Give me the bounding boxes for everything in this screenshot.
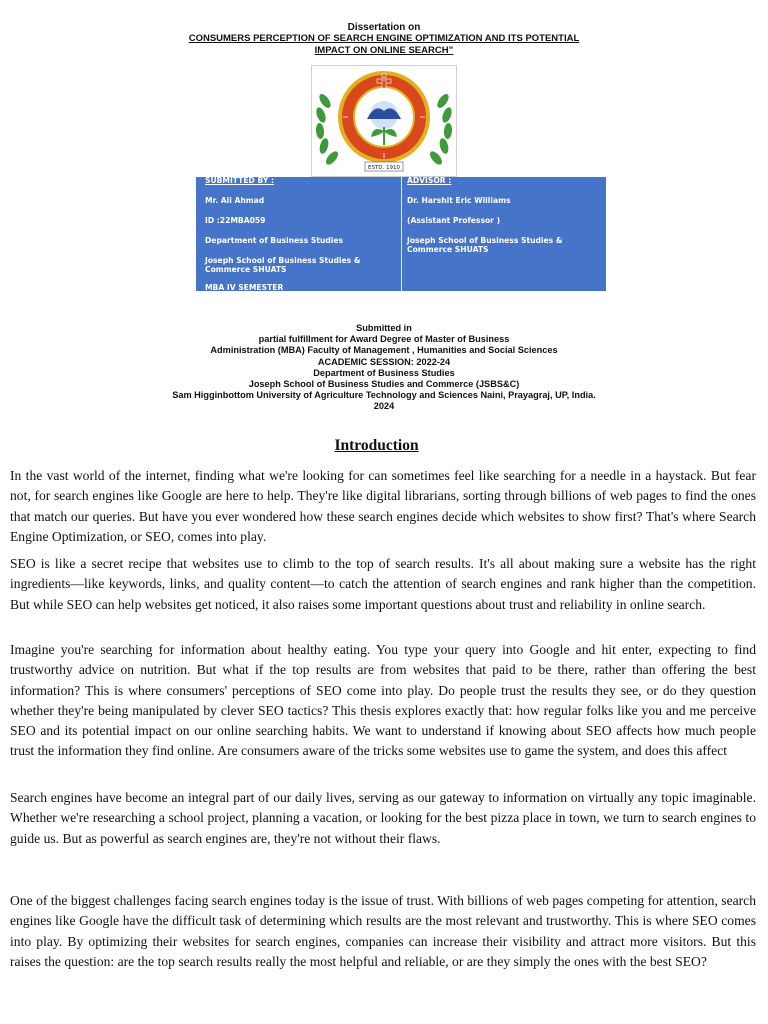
submission-line-8: 2024 bbox=[373, 401, 395, 412]
student-department: Department of Business Studies bbox=[205, 236, 344, 245]
submission-line-5: Department of Business Studies bbox=[313, 367, 455, 378]
section-heading-introduction: Introduction bbox=[334, 437, 419, 454]
header-title-line-2: IMPACT ON ONLINE SEARCH” bbox=[314, 44, 454, 56]
intro-paragraph-3: Imagine you're searching for information about healthy eating. You type your query into Google and hit enter, expecting to find trustworthy advice on nutrition. But what if the top results are from websites that paid to be there, rather than offering the best information? This is where consumers' perceptions of SEO come into play. Do people trust the results they see, or do they question whether they're being manipulated by clever SEO tactics? This thesis explores exactly that: how regular folks like you and me perceive SEO and its potential impact on our online searching habits. We want to understand if knowing about SEO affects how much people trust the information they find online. Are consumers aware of the tricks some websites use to game the system, and does this affect bbox=[10, 642, 756, 759]
advisor-title: (Assistant Professor ) bbox=[407, 216, 501, 225]
submission-line-1: Submitted in bbox=[356, 323, 412, 333]
advisor-heading: ADVISOR : bbox=[407, 176, 452, 185]
student-school: Joseph School of Business Studies & Commerce SHUATS bbox=[205, 256, 361, 274]
submission-statement bbox=[0, 323, 768, 413]
student-semester: MBA IV SEMESTER bbox=[205, 283, 284, 292]
university-seal-logo bbox=[311, 65, 457, 177]
submission-line-6: Joseph School of Business Studies and Commerce (JSBS&C) bbox=[248, 379, 520, 390]
advisor-school: Joseph School of Business Studies & Commerce SHUATS bbox=[407, 236, 563, 254]
submission-line-2: partial fulfillment for Award Degree of Master of Business bbox=[258, 334, 510, 345]
header-line-1: Dissertation on bbox=[347, 22, 421, 33]
advisor-column bbox=[402, 177, 606, 291]
student-name: Mr. Ali Ahmad bbox=[205, 196, 265, 205]
intro-paragraph-5: One of the biggest challenges facing search engines today is the issue of trust. With billions of web pages competing for attention, search engines like Google have the difficult task of determining which results are the most relevant and trustworthy. This is where SEO comes into play. By optimizing their websites for search engines, companies can increase their visibility and attract more visitors. But this raises the question: are the top search results really the most helpful and reliable, or are they simply the ones with the best SEO? bbox=[10, 893, 756, 969]
submission-info-table bbox=[196, 177, 606, 291]
submission-line-3: Administration (MBA) Faculty of Management , Humanities and Social Sciences bbox=[210, 345, 558, 356]
estd-text: ESTD. 1910 bbox=[367, 165, 401, 171]
submitted-by-column bbox=[196, 177, 402, 291]
intro-paragraph-4: Search engines have become an integral part of our daily lives, serving as our gateway to information on virtually any topic imaginable. Whether we're researching a school project, planning a vacation, or looking for the best pizza place in town, we turn to search engines to guide us. But as powerful as search engines are, they're not without their flaws. bbox=[10, 790, 756, 846]
advisor-name: Dr. Harshit Eric Williams bbox=[407, 196, 511, 205]
dissertation-header bbox=[0, 22, 768, 56]
intro-paragraph-1: In the vast world of the internet, finding what we're looking for can sometimes feel like searching for a needle in a haystack. But fear not, for search engines like Google are here to help. They're like digital librarians, sorting through billions of web pages to find the ones that match our queries. But have you ever wondered how these search engines decide which websites to show first? That's where Search Engine Optimization, or SEO, comes into play. bbox=[10, 468, 756, 544]
intro-paragraph-2: SEO is like a secret recipe that websites use to climb to the top of search results. It's all about making sure a website has the right ingredients—like keywords, links, and quality content—to catch the attention of search engines and rank higher than the competition. But while SEO can help websites get noticed, it also raises some important questions about trust and reliability in online search. bbox=[10, 556, 756, 612]
header-title-line-1: CONSUMERS PERCEPTION OF SEARCH ENGINE OPTIMIZATION AND ITS POTENTIAL bbox=[188, 33, 580, 44]
submission-line-4: ACADEMIC SESSION: 2022-24 bbox=[317, 356, 451, 367]
submission-line-7: Sam Higginbottom University of Agriculture Technology and Sciences Naini, Prayagraj, UP, India. bbox=[172, 390, 596, 401]
submitted-by-heading: SUBMITTED BY : bbox=[205, 176, 275, 185]
student-id: ID :22MBA059 bbox=[205, 216, 266, 225]
